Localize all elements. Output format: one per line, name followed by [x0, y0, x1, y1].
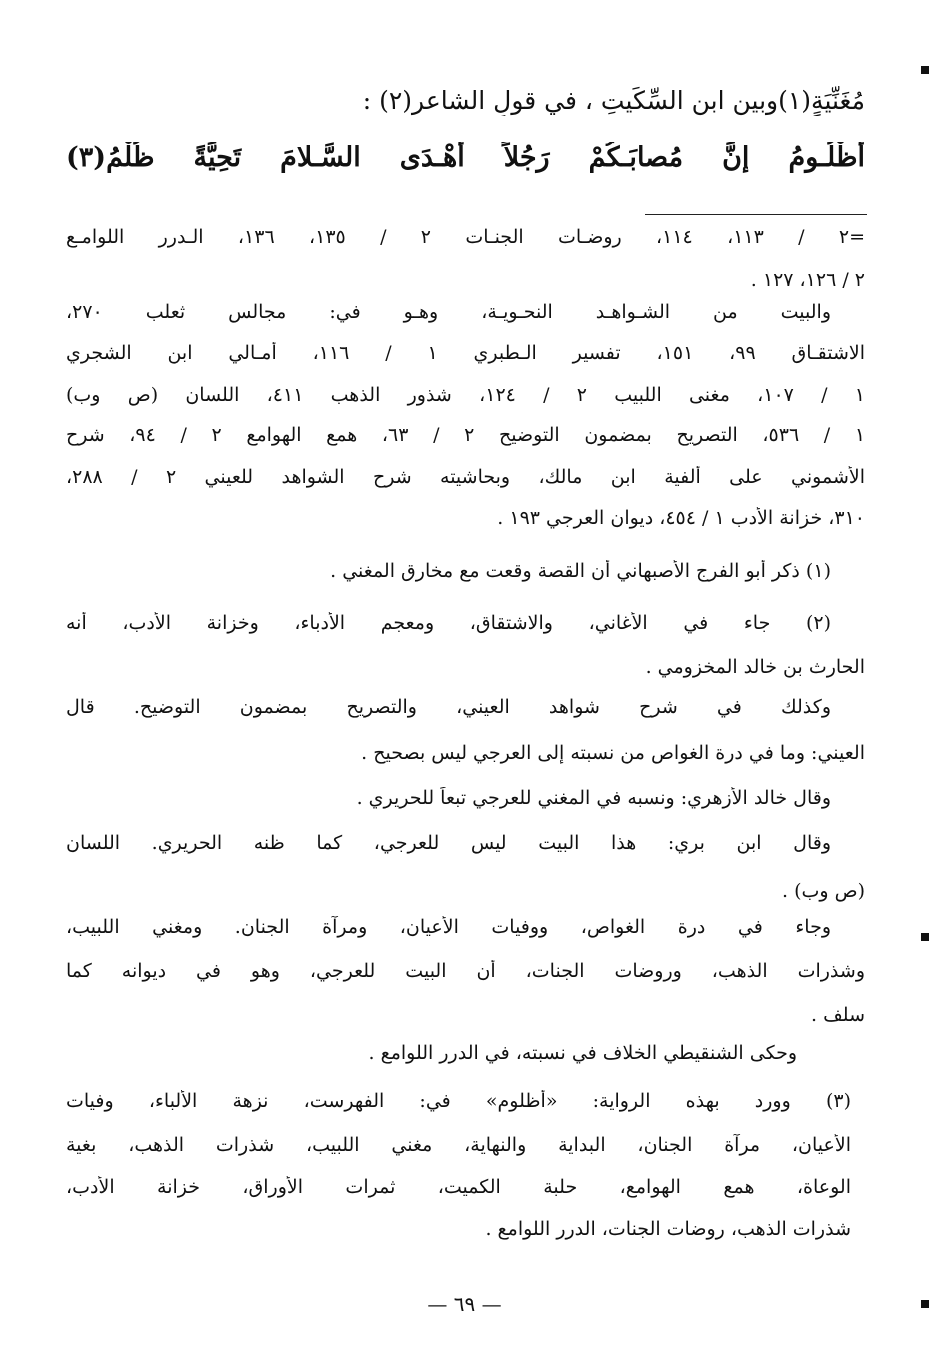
footnote-line: وجاء في درة الغواص، ووفيات الأعيان، ومرآة الجنان. ومغني اللبيب، — [66, 916, 831, 938]
footnote-line: وكذلك في شرح شواهد العيني، والتصريح بمضمون التوضيح. قال — [66, 696, 831, 718]
footnote-line: (ص وب) . — [782, 880, 865, 902]
poem-verse: أظْلُـومُ إنَّ مُصابَـكُمْ رَجُلاً أهْـدَى السَّـلامَ تَحِيَّةً ظُلْمُ(٣) — [66, 142, 865, 173]
footnote-line: ٣١٠، خزانة الأدب ١ / ٤٥٤، ديوان العرجي ١٩٣ . — [497, 507, 865, 529]
footnote-line: ٢ / ١٢٦، ١٢٧ . — [750, 269, 865, 291]
footnote-line: ١ / ١٠٧، مغنى اللبيب ٢ / ١٢٤، شذور الذهب ٤١١، اللسان (ص وب) — [66, 384, 865, 406]
footnote-2: (٢) جاء في الأغاني، والاشتقاق، ومعجم الأدباء، وخزانة الأدب، أنه — [66, 612, 831, 634]
footnote-line: الأعيان، مرآة الجنان، البداية والنهاية، مغني اللبيب، شذرات الذهب، بغية — [66, 1134, 851, 1156]
footnote-line: الحارث بن خالد المخزومي . — [645, 656, 865, 678]
footnote-line: وقال ابن بري: هذا البيت ليس للعرجي، كما ظنه الحريري. اللسان — [66, 832, 831, 854]
footnote-line: وقال خالد الأزهري: ونسبه في المغني للعرجي تبعاً للحريري . — [356, 787, 831, 809]
footnote-line: وحكى الشنقيطي الخلاف في نسبته، في الدرر اللوامع . — [368, 1042, 797, 1064]
margin-mark — [921, 933, 929, 941]
page-number: — ٦٩ — — [427, 1292, 502, 1316]
footnote-3: (٣) وورد بهذه الرواية: «أظلوم» في: الفهرست، نزهة الألباء، وفيات — [66, 1090, 851, 1112]
footnote-line: الاشتقـاق ٩٩، ١٥١، تفسير الـطبري ١ / ١١٦، أمـالي ابن الشجري — [66, 342, 865, 364]
margin-mark — [921, 66, 929, 74]
footnote-line: الأشموني على ألفية ابن مالك، وبحاشيته شرح الشواهد للعيني ٢ / ٢٨٨، — [66, 466, 865, 488]
footnote-1: (١) ذكر أبو الفرج الأصبهاني أن القصة وقعت مع مخارق المغني . — [330, 560, 831, 582]
footnote-line: والبيت من الشـواهـد النحـويـة، وهـو في: مجالس ثعلب ٢٧٠، — [66, 301, 831, 323]
footnote-line: ١ / ٥٣٦، التصريح بمضمون التوضيح ٢ / ٦٣، همع الهوامع ٢ / ٩٤، شرح — [66, 424, 865, 446]
body-line-intro: مُغَنِّيَةٍ(١)وبين ابنِ السِّكِّيتِ ، في قولِ الشاعر(٢) : — [362, 86, 865, 115]
margin-mark — [921, 1300, 929, 1308]
footnote-separator — [645, 214, 867, 215]
footnote-line: العيني: وما في درة الغواص من نسبته إلى العرجي ليس بصحيح . — [361, 742, 865, 764]
footnote-line: شذرات الذهب، روضات الجنات، الدرر اللوامع . — [485, 1218, 851, 1240]
footnote-line: سلف . — [811, 1004, 865, 1026]
footnote-line: =٢ / ١١٣، ١١٤، روضـات الجنـات ٢ / ١٣٥، ١٣٦، الـدرر اللوامـع — [66, 226, 865, 248]
footnote-line: وشذرات الذهب، وروضات الجنات، أن البيت للعرجي، وهو في ديوانه كما — [66, 960, 865, 982]
footnote-line: الوعاة، همع الهوامع، حلبة الكميت، ثمرات الأوراق، خزانة الأدب، — [66, 1176, 851, 1198]
